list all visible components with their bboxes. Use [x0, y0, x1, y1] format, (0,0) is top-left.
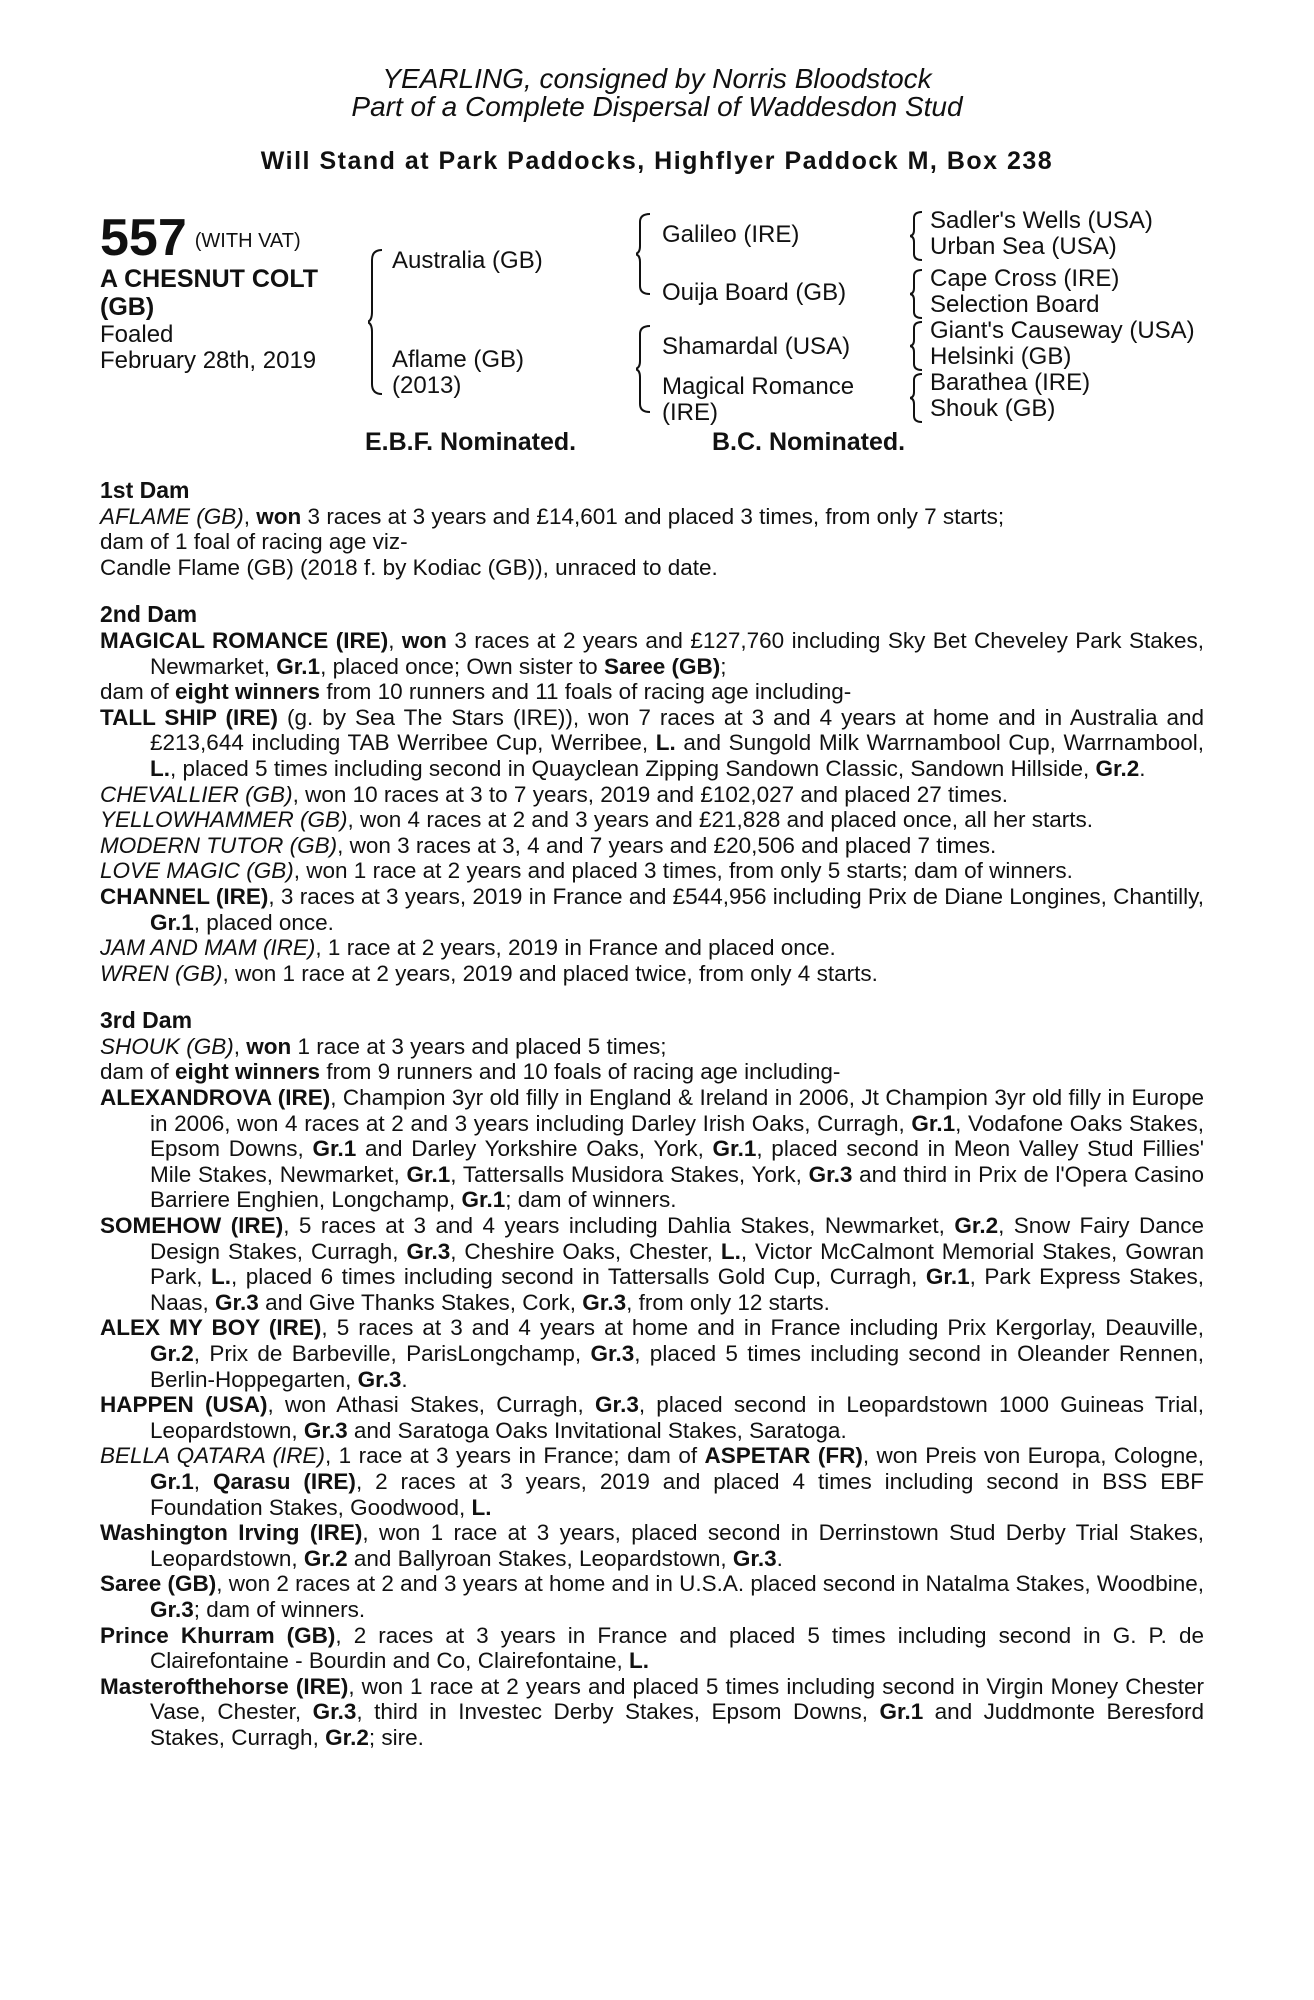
pedigree-dam: Aflame (GB) — [392, 346, 525, 373]
third-dam-heading: 3rd Dam — [100, 1007, 193, 1034]
produce-tall-ship: TALL SHIP (IRE) (g. by Sea The Stars (IRE)), won 7 races at 3 and 4 years at home and in Australia and £213,644 including TAB Werribee Cup, Werribee, L. and Sungold Milk Warrnambool Cup, Warrnambool, L., placed 5 times including second in Quayclean Zipping Sandown Classic, Sandown Hillside, Gr.2. — [100, 704, 1204, 781]
foaled-date: February 28th, 2019 — [100, 347, 317, 374]
produce-chevallier: CHEVALLIER (GB), won 10 races at 3 to 7 years, 2019 and £102,027 and placed 27 times. — [100, 781, 1009, 807]
produce-alexandrova: ALEXANDROVA (IRE), Champion 3yr old filly in England & Ireland in 2006, Jt Champion 3yr old filly in Europe in 2006, won 4 races at 2 and 3 years including Darley Irish Oaks, Curragh, Gr.1, Vodafone Oaks Stakes, Epsom Downs, Gr.1 and Darley Yorkshire Oaks, York, Gr.1, placed second in Meon Valley Stud Fillies' Mile Stakes, Newmarket, Gr.1, Tattersalls Musidora Stakes, York, Gr.3 and third in Prix de l'Opera Casino Barriere Enghien, Longchamp, Gr.1; dam of winners. — [100, 1085, 1205, 1213]
produce-love-magic: LOVE MAGIC (GB), won 1 race at 2 years and placed 3 times, from only 5 starts; dam of winners. — [100, 858, 1073, 884]
lot-title-country: (GB) — [100, 293, 155, 321]
pedigree-dam-dam: Magical Romance — [662, 373, 855, 400]
produce-yellowhammer: YELLOWHAMMER (GB), won 4 races at 2 and 3 years and £21,828 and placed once, all her starts. — [100, 807, 1094, 833]
second-dam-entry: MAGICAL ROMANCE (IRE), won 3 races at 2 years and £127,760 including Sky Bet Cheveley Park Stakes, Newmarket, Gr.1, placed once; Own sister to Saree (GB); — [100, 627, 1204, 679]
pedigree-dam-dam-country: (IRE) — [662, 399, 718, 426]
g3-brace-2 — [910, 268, 926, 320]
produce-candle-flame: Candle Flame (GB) (2018 f. by Kodiac (GB)), unraced to date. — [100, 554, 718, 580]
pedigree-sire-dam: Ouija Board (GB) — [662, 279, 847, 306]
pedigree-sdd: Selection Board — [930, 291, 1100, 318]
foaled-label: Foaled — [100, 321, 174, 348]
third-dam-produce: dam of eight winners from 9 runners and 10 foals of racing age including- — [100, 1059, 841, 1085]
g3-brace-1 — [910, 210, 926, 262]
ebf-nominated: E.B.F. Nominated. — [365, 428, 577, 456]
lot-title: A CHESNUT COLT — [100, 265, 319, 293]
pedigree-ddd: Shouk (GB) — [930, 395, 1056, 422]
pedigree-sire-sire: Galileo (IRE) — [662, 221, 800, 248]
produce-happen: HAPPEN (USA), won Athasi Stakes, Curragh, Gr.3, placed second in Leopardstown 1000 Guineas Trial, Leopardstown, Gr.3 and Saratoga Oaks Invitational Stakes, Saratoga. — [100, 1392, 1205, 1443]
produce-modern-tutor: MODERN TUTOR (GB), won 3 races at 3, 4 and 7 years and £20,506 and placed 7 times. — [100, 832, 997, 858]
g3-brace-3 — [910, 320, 926, 372]
produce-alex-my-boy: ALEX MY BOY (IRE), 5 races at 3 and 4 years at home and in France including Prix Kergorlay, Deauville, Gr.2, Prix de Barbeville, ParisLongchamp, Gr.3, placed 5 times including second in Oleander Rennen, Berlin-Hoppegarten, Gr.3. — [100, 1315, 1204, 1392]
produce-jam-and-mam: JAM AND MAM (IRE), 1 race at 2 years, 2019 in France and placed once. — [100, 935, 836, 961]
first-dam-entry: AFLAME (GB), won 3 races at 3 years and £14,601 and placed 3 times, from only 7 starts; — [100, 503, 1005, 529]
bc-nominated: B.C. Nominated. — [712, 428, 906, 456]
stabling-line: Will Stand at Park Paddocks, Highflyer Paddock M, Box 238 — [260, 147, 1054, 175]
catalogue-body — [100, 478, 1204, 1751]
produce-wren: WREN (GB), won 1 race at 2 years, 2019 and placed twice, from only 4 starts. — [100, 960, 878, 986]
second-dam-produce: dam of eight winners from 10 runners and 11 foals of racing age including- — [100, 679, 852, 705]
second-dam-heading: 2nd Dam — [100, 601, 198, 628]
pedigree-dam-sire: Shamardal (USA) — [662, 333, 851, 360]
pedigree-dss: Giant's Causeway (USA) — [930, 317, 1195, 344]
produce-masterofthehorse: Masterofthehorse (IRE), won 1 race at 2 years and placed 5 times including second in Virgin Money Chester Vase, Chester, Gr.3, third in Investec Derby Stakes, Epsom Downs, Gr.1 and Juddmonte Beresford Stakes, Curragh, Gr.2; sire. — [100, 1673, 1204, 1750]
pedigree-dds: Barathea (IRE) — [930, 369, 1091, 396]
pedigree-sds: Cape Cross (IRE) — [930, 265, 1120, 292]
produce-channel: CHANNEL (IRE), 3 races at 3 years, 2019 in France and £544,956 including Prix de Diane Longines, Chantilly, Gr.1, placed once. — [100, 883, 1205, 935]
dispersal-line: Part of a Complete Dispersal of Waddesdon Stud — [351, 91, 963, 122]
vat-note: (WITH VAT) — [194, 230, 301, 253]
pedigree-sire: Australia (GB) — [392, 247, 543, 274]
produce-saree: Saree (GB), won 2 races at 2 and 3 years at home and in U.S.A. placed second in Natalma Stakes, Woodbine, Gr.3; dam of winners. — [100, 1571, 1204, 1622]
pedigree-ssd: Urban Sea (USA) — [930, 233, 1117, 260]
first-dam-produce: dam of 1 foal of racing age viz- — [100, 529, 408, 555]
lot-number: 557 (WITH VAT) — [100, 209, 301, 267]
pedigree-dam-year: (2013) — [392, 372, 462, 399]
produce-prince-khurram: Prince Khurram (GB), 2 races at 3 years in France and placed 5 times including second in G. P. de Clairefontaine - Bourdin and Co, Clairefontaine, L. — [100, 1622, 1204, 1674]
g3-brace-4 — [910, 372, 926, 424]
produce-somehow: SOMEHOW (IRE), 5 races at 3 and 4 years including Dahlia Stakes, Newmarket, Gr.2, Snow Fairy Dance Design Stakes, Curragh, Gr.3, Cheshire Oaks, Chester, L., Victor McCalmont Memorial Stakes, Gowran Park, L., placed 6 times including second in Tattersalls Gold Cup, Curragh, Gr.1, Park Express Stakes, Naas, Gr.3 and Give Thanks Stakes, Cork, Gr.3, from only 12 starts. — [100, 1213, 1204, 1315]
first-dam-heading: 1st Dam — [100, 477, 190, 503]
produce-bella-qatara: BELLA QATARA (IRE), 1 race at 3 years in France; dam of ASPETAR (FR), won Preis von Europa, Cologne, Gr.1, Qarasu (IRE), 2 races at 3 years, 2019 and placed 4 times including second in BSS EBF Foundation Stakes, Goodwood, L. — [100, 1443, 1204, 1520]
pedigree-sss: Sadler's Wells (USA) — [930, 207, 1153, 234]
sire-dam-brace — [368, 248, 388, 396]
produce-washington-irving: Washington Irving (IRE), won 1 race at 3 years, placed second in Derrinstown Stud Derby Trial Stakes, Leopardstown, Gr.2 and Ballyroan Stakes, Leopardstown, Gr.3. — [100, 1520, 1204, 1571]
consignor-line: YEARLING, consigned by Norris Bloodstock — [382, 63, 932, 94]
sire-line-brace — [636, 212, 656, 296]
third-dam-entry: SHOUK (GB), won 1 race at 3 years and placed 5 times; — [100, 1033, 667, 1059]
dam-line-brace — [636, 324, 656, 414]
pedigree-dsd: Helsinki (GB) — [930, 343, 1072, 370]
